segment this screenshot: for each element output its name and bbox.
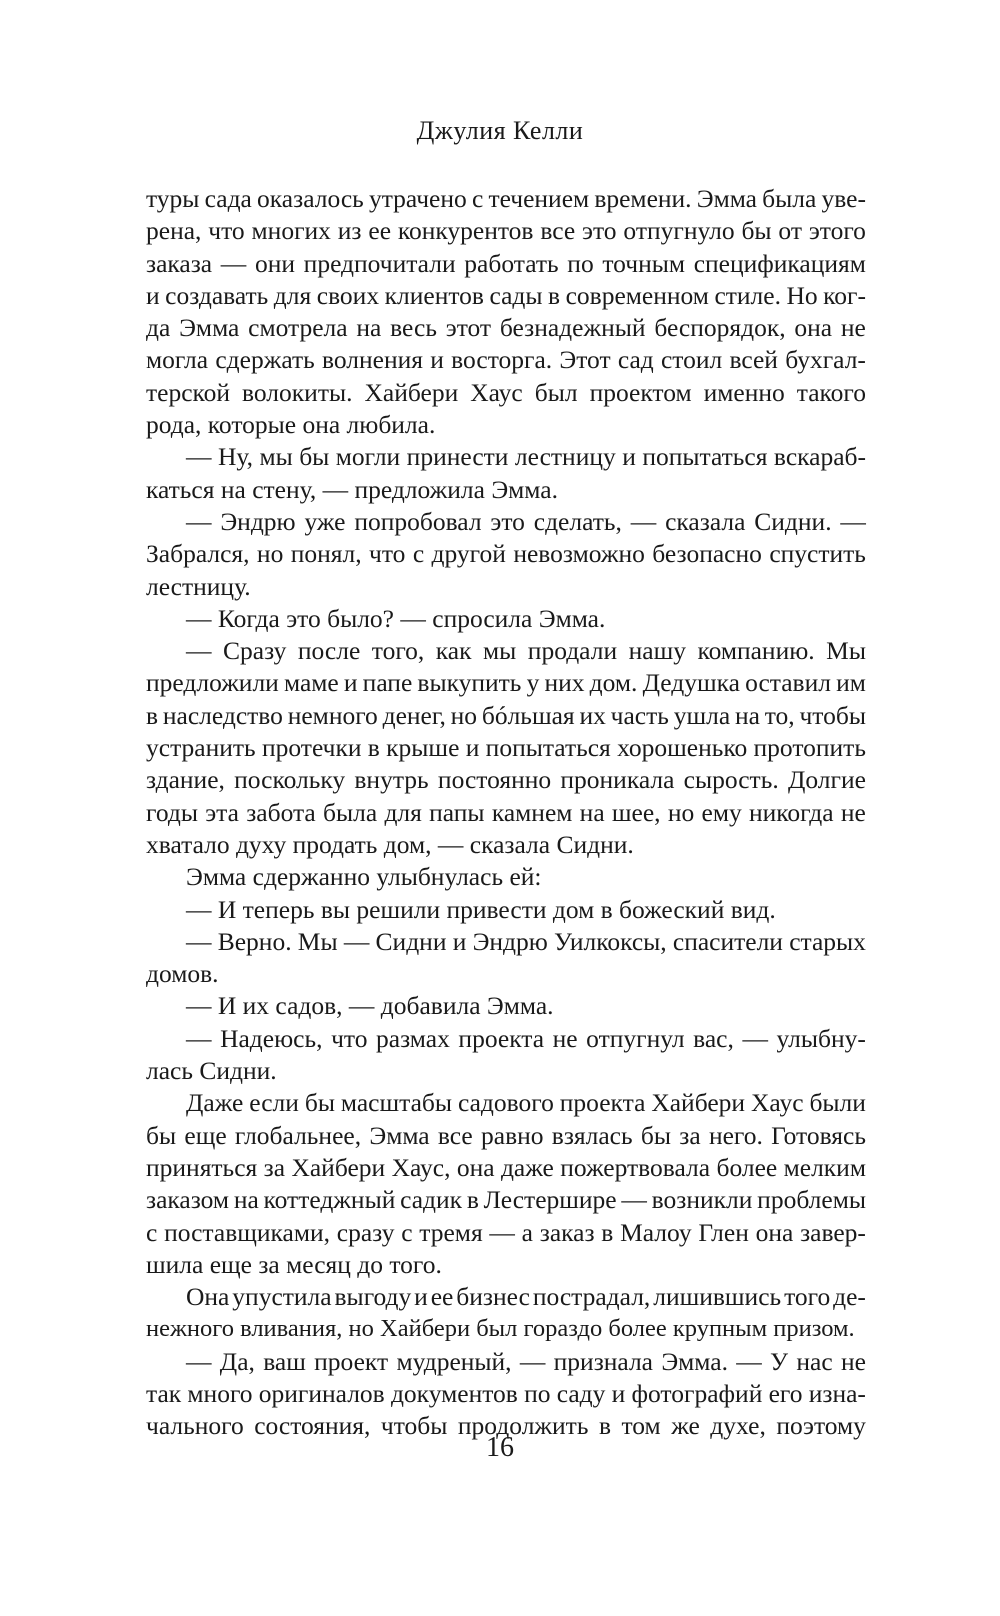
- text-line: — И теперь вы решили привести дом в божеский вид.: [186, 894, 776, 924]
- text-line: заказом на коттеджный садик в Лестершире — возникли проблемы: [146, 1185, 866, 1215]
- text-line: терской волокиты. Хайбери Хаус был проектом именно такого: [146, 377, 866, 407]
- text-line: — Сразу после того, как мы продали нашу компанию. Мы: [186, 636, 866, 666]
- text-line: туры сада оказалось утрачено с течением времени. Эмма была уве-: [146, 184, 866, 213]
- text-line: — И их садов, — добавила Эмма.: [186, 991, 554, 1021]
- page-number: 16: [486, 1432, 514, 1463]
- text-line: рена, что многих из ее конкурентов все это отпугнуло бы от этого: [146, 216, 866, 246]
- text-line: Она упустила выгоду и ее бизнес пострадал, лишившись того де-: [186, 1282, 866, 1312]
- text-line: Эмма сдержанно улыбнулась ей:: [186, 862, 542, 892]
- text-line: чального состояния, чтобы продолжить в том же духе, поэтому: [146, 1411, 866, 1441]
- text-line: предложили маме и папе выкупить у них дом. Дедушка оставил им: [146, 668, 866, 698]
- text-line: с поставщиками, сразу с тремя — а заказ в Малоу Глен она завер-: [146, 1217, 866, 1247]
- text-line: бы еще глобальнее, Эмма все равно взялась бы за него. Готовясь: [146, 1120, 866, 1150]
- text-line: — Верно. Мы — Сидни и Эндрю Уилкоксы, спасители старых: [186, 926, 866, 956]
- text-line: в наследство немного денег, но бóльшая их часть ушла на то, чтобы: [146, 700, 866, 730]
- text-line: лестницу.: [146, 571, 251, 601]
- text-line: — Надеюсь, что размах проекта не отпугнул вас, — улыбну-: [186, 1023, 866, 1053]
- text-line: каться на стену, — предложила Эмма.: [146, 474, 558, 504]
- text-line: заказа — они предпочитали работать по точным спецификациям: [146, 248, 866, 278]
- text-line: шила еще за месяц до того.: [146, 1249, 442, 1279]
- text-line: Забрался, но понял, что с другой невозможно безопасно спустить: [146, 539, 866, 569]
- running-header-author: Джулия Келли: [416, 116, 584, 145]
- text-line: лась Сидни.: [146, 1056, 277, 1086]
- text-line: так много оригиналов документов по саду и фотографий его изна-: [146, 1378, 866, 1408]
- text-line: — Когда это было? — спросила Эмма.: [186, 603, 606, 633]
- text-line: нежного вливания, но Хайбери был гораздо более крупным призом.: [146, 1315, 855, 1343]
- text-line: — Эндрю уже попробовал это сделать, — сказала Сидни. —: [186, 506, 866, 536]
- text-line: да Эмма смотрела на весь этот безнадежный беспорядок, она не: [146, 313, 866, 343]
- text-line: годы эта забота была для папы камнем на шее, но ему никогда не: [146, 797, 866, 827]
- text-line: домов.: [146, 959, 219, 989]
- text-line: — Да, ваш проект мудреный, — признала Эмма. — У нас не: [186, 1346, 866, 1376]
- text-line: — Ну, мы бы могли принести лестницу и попытаться вскараб-: [186, 442, 866, 472]
- text-line: хватало духу продать дом, — сказала Сидни.: [146, 829, 634, 859]
- text-line: приняться за Хайбери Хаус, она даже пожертвовала более мелким: [146, 1152, 866, 1182]
- text-line: и создавать для своих клиентов сады в современном стиле. Но ког-: [146, 280, 866, 310]
- body-text: [146, 183, 866, 1443]
- text-line: Даже если бы масштабы садового проекта Хайбери Хаус были: [186, 1088, 866, 1118]
- text-line: могла сдержать волнения и восторга. Этот сад стоил всей бухгал-: [146, 345, 866, 375]
- text-line: здание, поскольку внутрь постоянно проникала сырость. Долгие: [146, 765, 866, 795]
- text-line: устранить протечки в крыше и попытаться хорошенько протопить: [146, 733, 866, 763]
- text-line: рода, которые она любила.: [146, 410, 436, 440]
